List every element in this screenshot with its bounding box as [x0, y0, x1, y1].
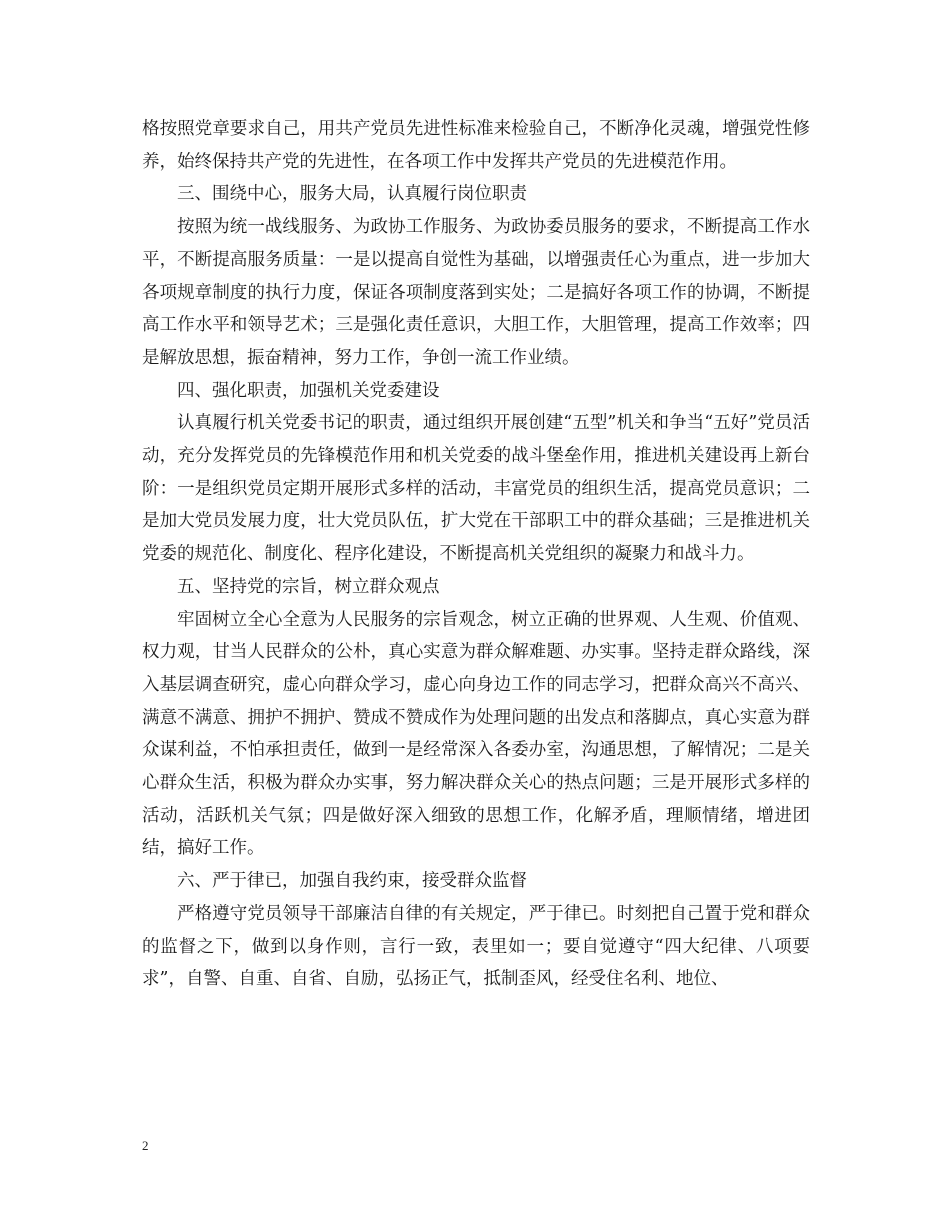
body-paragraph: 牢固树立全心全意为人民服务的宗旨观念，树立正确的世界观、人生观、价值观、权力观，甘当人民群众的公朴，真心实意为群众解难题、办实事。坚持走群众路线，深入基层调查研究，虚心向群众学习，虚心向身边工作的同志学习，把群众高兴不高兴、满意不满意、拥护不拥护、赞成不赞成作为处理问题的出发点和落脚点，真心实意为群众谋利益，不怕承担责任，做到一是经常深入各委办室，沟通思想，了解情况；二是关心群众生活，积极为群众办实事，努力解决群众关心的热点问题；三是开展形式多样的活动，活跃机关气氛；四是做好深入细致的思想工作，化解矛盾，理顺情绪，增进团结，搞好工作。 — [142, 609, 810, 859]
section-heading: 五、坚持党的宗旨，树立群众观点 — [177, 576, 440, 597]
body-paragraph: 认真履行机关党委书记的职责，通过组织开展创建“五型”机关和争当“五好”党员活动，充分发挥党员的先锋模范作用和机关党委的战斗堡垒作用，推进机关建设再上新台阶：一是组织党员定期开展形式多样的活动，丰富党员的组织生活，提高党员意识；二是加大党员发展力度，壮大党员队伍，扩大党在干部职工中的群众基础；三是推进机关党委的规范化、制度化、程序化建设，不断提高机关党组织的凝聚力和战斗力。 — [142, 413, 810, 565]
section-heading: 四、强化职责，加强机关党委建设 — [177, 380, 440, 401]
body-paragraph: 严格遵守党员领导干部廉洁自律的有关规定，严于律已。时刻把自己置于党和群众的监督之下，做到以身作则，言行一致，表里如一；要自觉遵守“四大纪律、八项要求”，自警、自重、自省、自励，弘扬正气，抵制歪风，经受住名利、地位、 — [142, 903, 810, 990]
body-paragraph: 按照为统一战线服务、为政协工作服务、为政协委员服务的要求，不断提高工作水平，不断提高服务质量：一是以提高自觉性为基础，以增强责任心为重点，进一步加大各项规章制度的执行力度，保证各项制度落到实处；二是搞好各项工作的协调，不断提高工作水平和领导艺术；三是强化责任意识，大胆工作，大胆管理，提高工作效率；四是解放思想，振奋精神，努力工作，争创一流工作业绩。 — [142, 217, 810, 368]
section-heading: 三、围绕中心，服务大局，认真履行岗位职责 — [177, 184, 527, 205]
body-paragraph: 格按照党章要求自己，用共产党员先进性标准来检验自己，不断净化灵魂，增强党性修养，始终保持共产党的先进性，在各项工作中发挥共产党员的先进模范作用。 — [142, 119, 810, 172]
document-body — [142, 113, 810, 996]
section-heading: 六、严于律已，加强自我约束，接受群众监督 — [177, 871, 527, 892]
page-number: 2 — [142, 1138, 149, 1153]
